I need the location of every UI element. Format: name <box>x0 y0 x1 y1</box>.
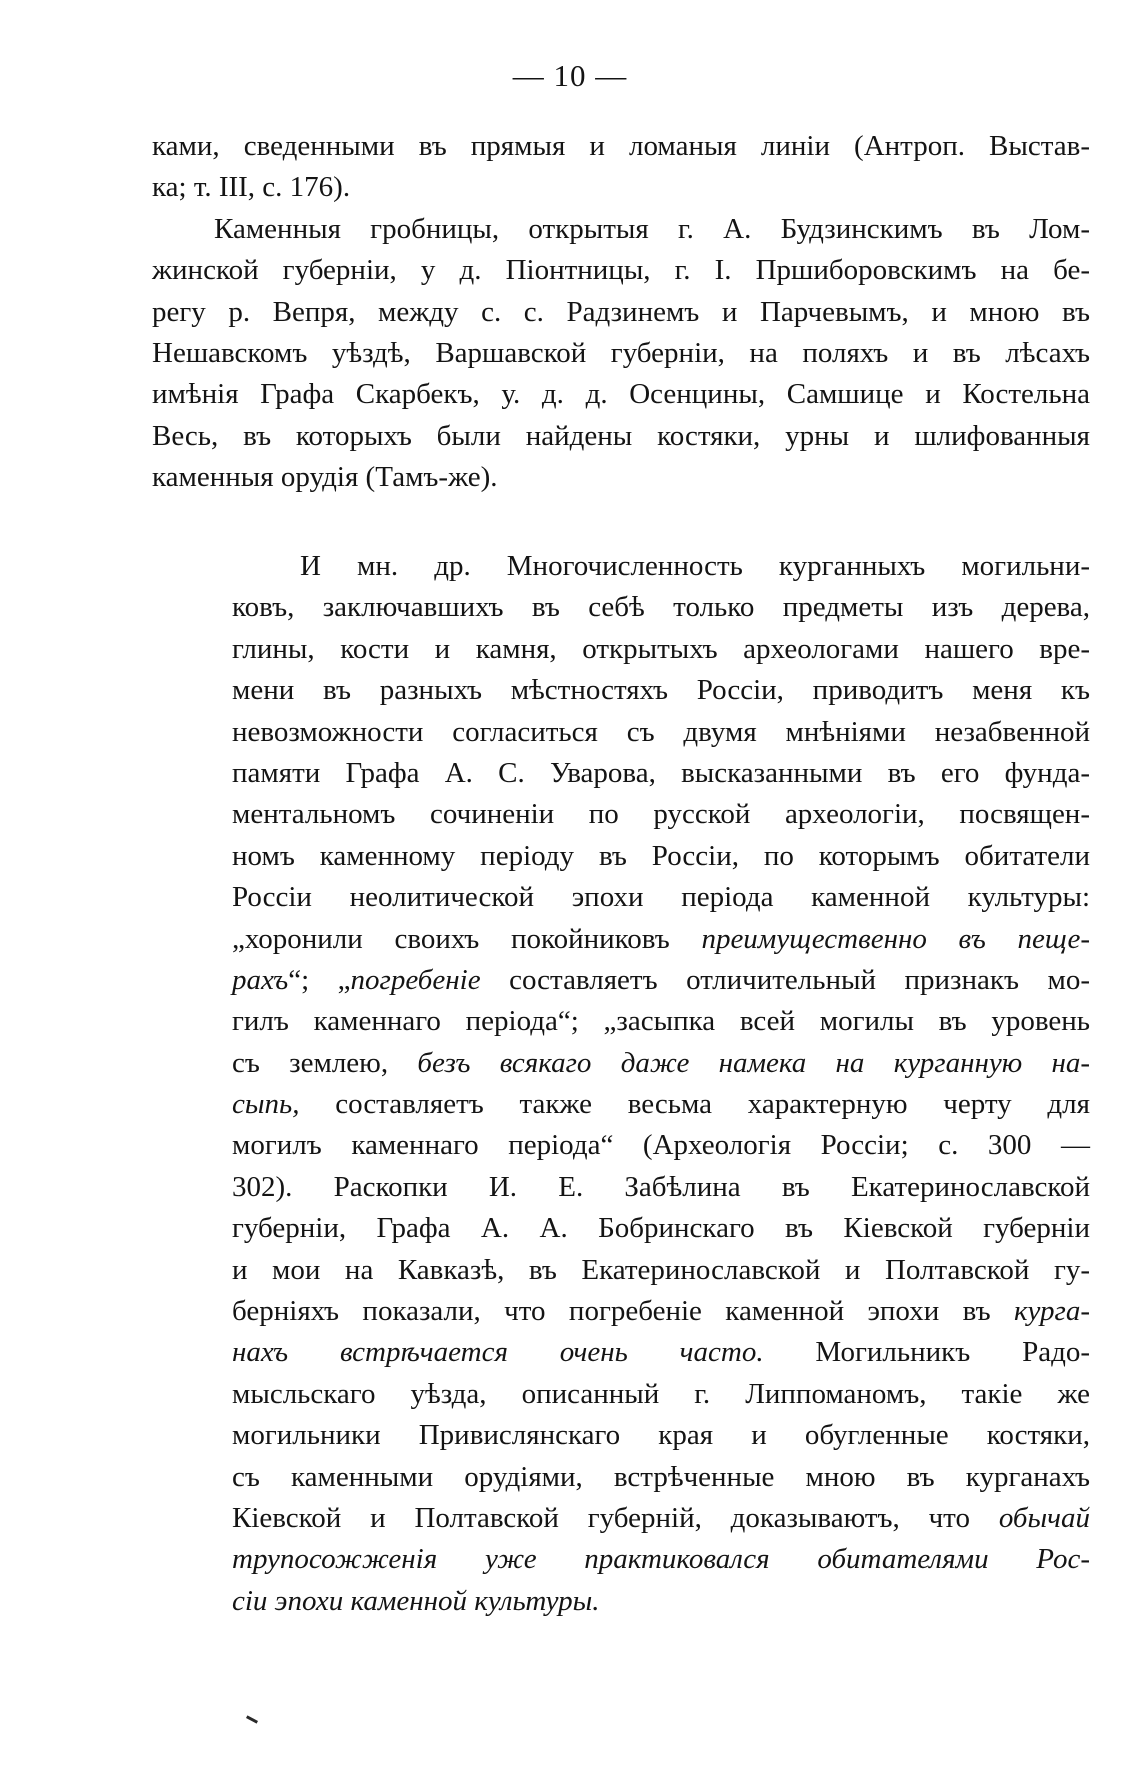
text-run: Могильникъ Радо- <box>763 1336 1090 1369</box>
paragraph-top <box>152 126 1090 499</box>
italic-text-run: рахъ <box>232 963 289 996</box>
text-line: регу р. Вепря, между с. с. Радзинемъ и Парчевымъ, и мною въ <box>152 295 1090 328</box>
text-line: губерніи, Графа А. А. Бобринскаго въ Кіевской губерніи <box>232 1212 1090 1245</box>
text-line <box>232 1291 1090 1332</box>
italic-text-run: обычай <box>998 1501 1090 1534</box>
text-line: каменныя орудія (Тамъ-же). <box>152 461 498 494</box>
text-line: сіи эпохи каменной культуры. <box>232 1584 600 1617</box>
italic-text-run: нахъ встрѣчается очень часто. <box>232 1336 764 1369</box>
text-line: Нешавскомъ уѣздѣ, Варшавской губерніи, на поляхъ и въ лѣсахъ <box>152 336 1090 369</box>
italic-text-run: сыпь, <box>232 1088 300 1121</box>
text-run: берніяхъ показали, что погребеніе каменной эпохи въ <box>232 1295 1014 1328</box>
text-line <box>232 1084 1090 1125</box>
text-line: могилъ каменнаго періода“ (Археологія Россіи; с. 300 — <box>232 1129 1090 1162</box>
text-line <box>232 1043 1090 1084</box>
italic-text-run: безъ всякаго даже намека на курганную на- <box>417 1046 1090 1079</box>
text-line: ками, сведенными въ прямыя и ломаныя линіи (Антроп. Выстав- <box>152 130 1090 162</box>
text-line: номъ каменному періоду въ Россіи, по которымъ обитатели <box>232 839 1090 872</box>
text-line: невозможности согласиться съ двумя мнѣніями незабвенной <box>232 715 1090 748</box>
text-line: ка; т. III, с. 176). <box>152 171 351 204</box>
italic-text-run: преимущественно въ пеще- <box>701 922 1090 955</box>
text-line <box>232 1498 1090 1539</box>
text-line: съ каменными орудіями, встрѣченные мною въ курганахъ <box>232 1460 1090 1493</box>
text-line: жинской губерніи, у д. Піонтницы, г. І. Пршиборовскимъ на бе- <box>152 254 1090 287</box>
text-line: мени въ разныхъ мѣстностяхъ Россіи, приводитъ меня къ <box>232 674 1090 707</box>
text-line <box>232 960 1090 1001</box>
text-line <box>232 919 1090 960</box>
paragraph-main <box>232 546 1090 1622</box>
text-line: мысльскаго уѣзда, описанный г. Липпоманомъ, такіе же <box>232 1377 1090 1410</box>
text-run: съ землею, <box>232 1046 418 1079</box>
text-run: составляетъ также весьма характерную черту для <box>299 1088 1090 1121</box>
text-line: памяти Графа А. С. Уварова, высказанными въ его фунда- <box>232 756 1090 789</box>
text-line: ментальномъ сочиненіи по русской археологіи, посвящен- <box>232 798 1090 831</box>
text-line: ковъ, заключавшихъ въ себѣ только предметы изъ дерева, <box>232 591 1090 624</box>
text-run: составляетъ отличительный признакъ мо- <box>480 963 1090 996</box>
text-line: И мн. др. Многочисленность курганныхъ могильни- <box>300 550 1090 582</box>
text-run: “; „ <box>288 963 351 996</box>
text-run: Кіевской и Полтавской губерній, доказываютъ, что <box>232 1501 999 1534</box>
text-line <box>232 1332 1090 1373</box>
text-line: Каменныя гробницы, открытыя г. А. Будзинскимъ въ Лом- <box>214 212 1090 245</box>
text-line: и мои на Кавказѣ, въ Екатеринославской и Полтавской гу- <box>232 1253 1090 1286</box>
text-run: „хоронили своихъ покойниковъ <box>232 922 702 955</box>
page-number: — 10 — <box>512 58 628 93</box>
italic-text-run: погребеніе <box>350 963 481 996</box>
text-line: Россіи неолитической эпохи періода каменной культуры: <box>232 881 1090 914</box>
text-line: глины, кости и камня, открытыхъ археологами нашего вре- <box>232 632 1090 665</box>
text-line: могильники Привислянскаго края и обугленные костяки, <box>232 1419 1090 1452</box>
italic-text-run: курга- <box>1013 1295 1090 1328</box>
text-line: трупосожженія уже практиковался обитателями Рос- <box>232 1543 1090 1576</box>
text-line: гилъ каменнаго періода“; „засыпка всей могилы въ уровень <box>232 1005 1090 1038</box>
text-line: Весь, въ которыхъ были найдены костяки, урны и шлифованныя <box>152 419 1090 452</box>
ink-speck <box>246 1715 258 1723</box>
text-line: имѣнія Графа Скарбекъ, у. д. д. Осенцины, Самшице и Костельна <box>152 378 1090 411</box>
text-line: 302). Раскопки И. Е. Забѣлина въ Екатеринославской <box>232 1170 1090 1203</box>
